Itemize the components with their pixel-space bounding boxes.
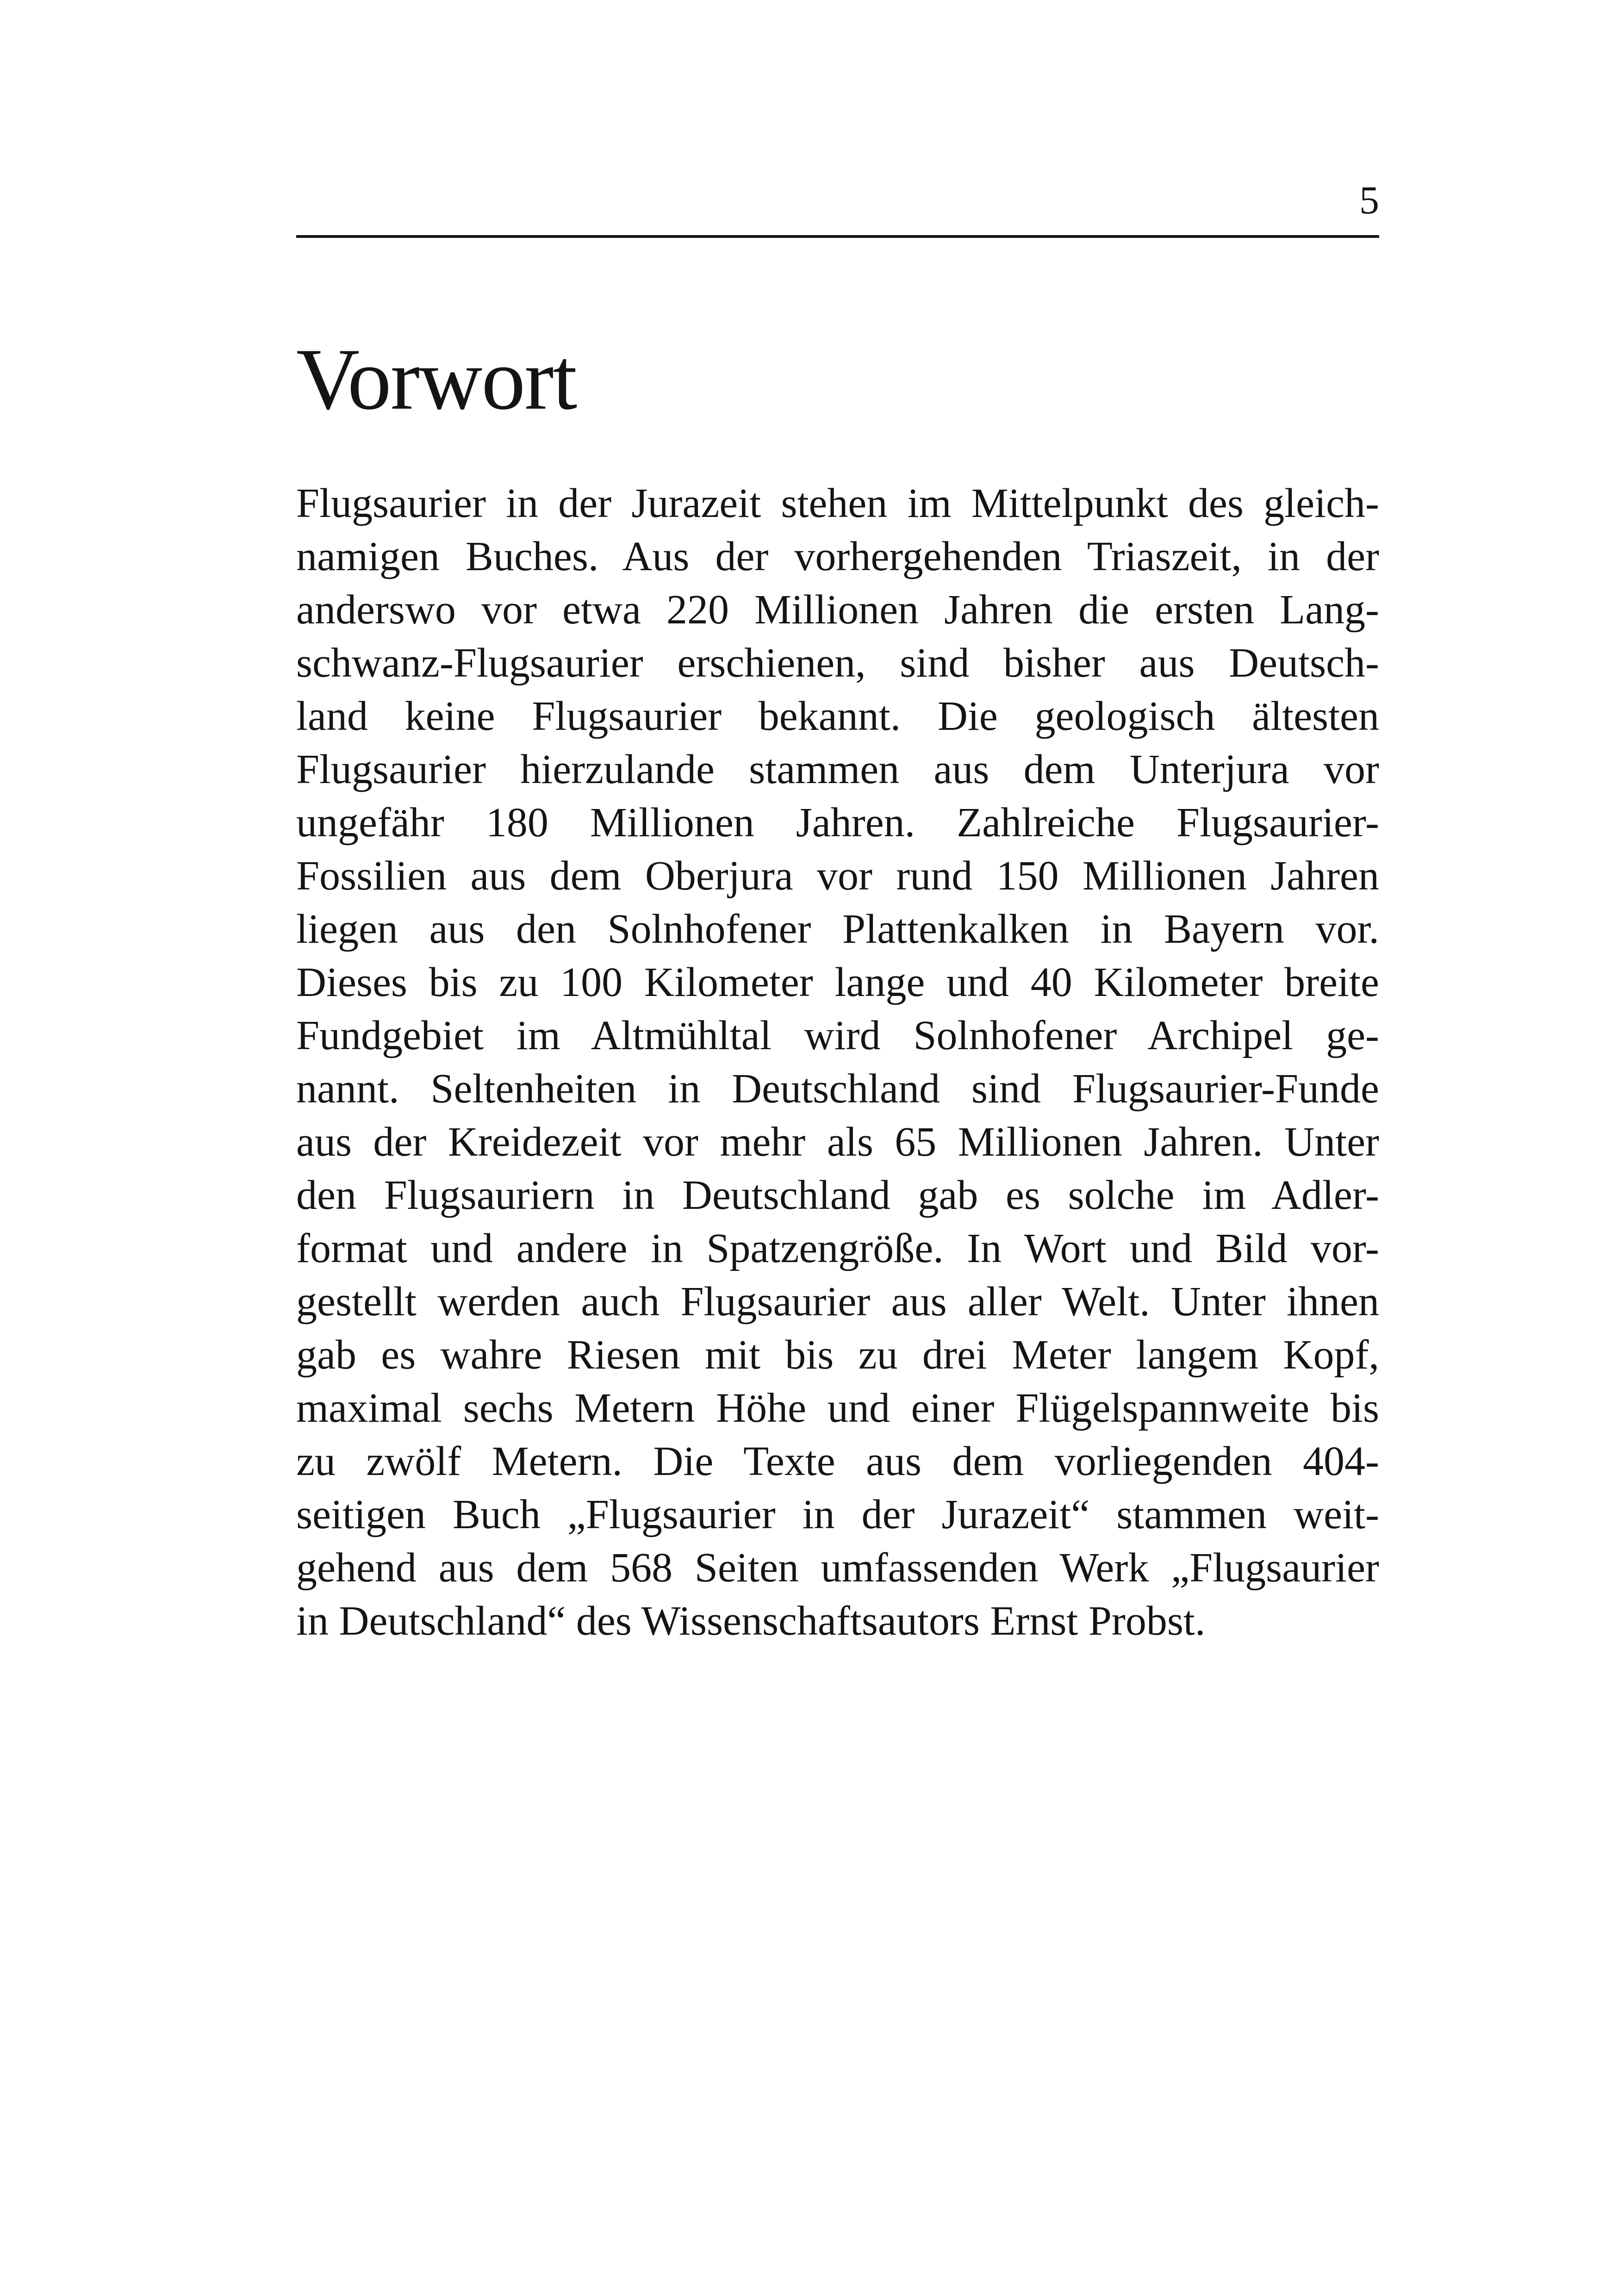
text-line: namigen Buches. Aus der vorhergehenden Triaszeit, in der (296, 534, 1379, 579)
header-rule (296, 235, 1379, 238)
text-line: gehend aus dem 568 Seiten umfassenden Werk „Flugsaurier (296, 1545, 1379, 1591)
text-line: land keine Flugsaurier bekannt. Die geologisch ältesten (296, 693, 1379, 739)
chapter-heading: Vorwort (296, 331, 577, 428)
text-line: format und andere in Spatzengröße. In Wort und Bild vor- (296, 1226, 1379, 1271)
text-line: ungefähr 180 Millionen Jahren. Zahlreiche Flugsaurier- (296, 800, 1379, 846)
text-line: Fossilien aus dem Oberjura vor rund 150 Millionen Jahren (296, 853, 1379, 899)
text-line: liegen aus den Solnhofener Plattenkalken in Bayern vor. (296, 906, 1379, 952)
text-line: den Flugsauriern in Deutschland gab es solche im Adler- (296, 1172, 1379, 1218)
text-line: maximal sechs Metern Höhe und einer Flügelspannweite bis (296, 1385, 1379, 1431)
text-line: zu zwölf Metern. Die Texte aus dem vorliegenden 404- (296, 1438, 1379, 1484)
text-line: gab es wahre Riesen mit bis zu drei Meter langem Kopf, (296, 1332, 1379, 1378)
text-line: nannt. Seltenheiten in Deutschland sind Flugsaurier-Funde (296, 1066, 1379, 1112)
text-line: Flugsaurier in der Jurazeit stehen im Mittelpunkt des gleich- (296, 480, 1379, 526)
text-line: Fundgebiet im Altmühltal wird Solnhofener Archipel ge- (296, 1013, 1379, 1058)
text-line: anderswo vor etwa 220 Millionen Jahren die ersten Lang- (296, 587, 1379, 633)
text-line: aus der Kreidezeit vor mehr als 65 Millionen Jahren. Unter (296, 1119, 1379, 1165)
body-text (296, 477, 1379, 1648)
text-line: Dieses bis zu 100 Kilometer lange und 40 Kilometer breite (296, 959, 1379, 1005)
text-line: in Deutschland“ des Wissenschaftsautors Ernst Probst. (296, 1598, 1206, 1644)
page-number: 5 (1359, 178, 1379, 222)
text-line: Flugsaurier hierzulande stammen aus dem Unterjura vor (296, 747, 1379, 792)
text-line: schwanz-Flugsaurier erschienen, sind bisher aus Deutsch- (296, 640, 1379, 686)
text-line: seitigen Buch „Flugsaurier in der Jurazeit“ stammen weit- (296, 1492, 1379, 1537)
text-line: gestellt werden auch Flugsaurier aus aller Welt. Unter ihnen (296, 1279, 1379, 1325)
